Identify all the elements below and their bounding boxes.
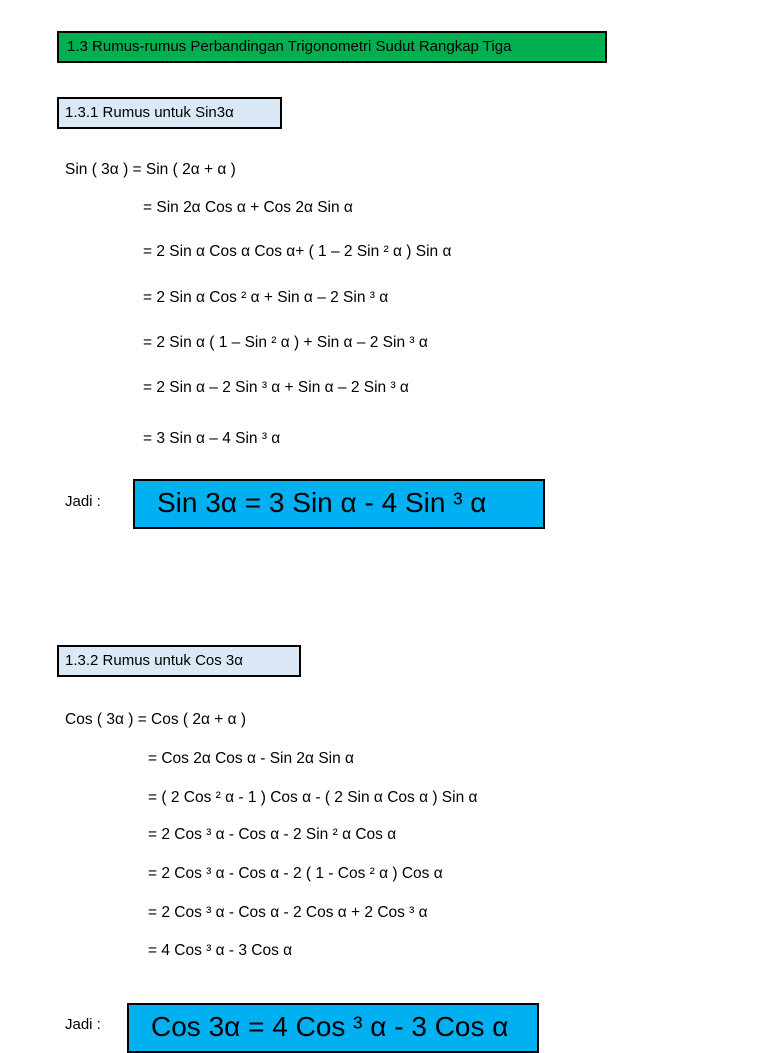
cos-jadi-label: Jadi :: [65, 1016, 101, 1033]
sin-derivation-line-1: Sin ( 3α ) = Sin ( 2α + α ): [65, 161, 236, 178]
cos-derivation-line-3: = ( 2 Cos ² α - 1 ) Cos α - ( 2 Sin α Cos α ) Sin α: [148, 789, 478, 806]
sin-derivation-line-6: = 2 Sin α – 2 Sin ³ α + Sin α – 2 Sin ³ α: [143, 379, 409, 396]
cos-derivation-line-5: = 2 Cos ³ α - Cos α - 2 ( 1 - Cos ² α ) Cos α: [148, 865, 443, 882]
cos-section-heading: 1.3.2 Rumus untuk Cos 3α: [57, 645, 301, 677]
sin-derivation-line-5: = 2 Sin α ( 1 – Sin ² α ) + Sin α – 2 Sin ³ α: [143, 334, 428, 351]
cos-derivation-line-4: = 2 Cos ³ α - Cos α - 2 Sin ² α Cos α: [148, 826, 397, 843]
cos-derivation-line-7: = 4 Cos ³ α - 3 Cos α: [148, 942, 293, 959]
sin-result-box: Sin 3α = 3 Sin α - 4 Sin ³ α: [133, 479, 545, 529]
sin-derivation-line-2: = Sin 2α Cos α + Cos 2α Sin α: [143, 199, 353, 216]
sin-derivation-line-3: = 2 Sin α Cos α Cos α+ ( 1 – 2 Sin ² α ) Sin α: [143, 243, 452, 260]
sin-jadi-label: Jadi :: [65, 493, 101, 510]
section-title: 1.3 Rumus-rumus Perbandingan Trigonometri Sudut Rangkap Tiga: [57, 31, 607, 63]
cos-derivation-line-6: = 2 Cos ³ α - Cos α - 2 Cos α + 2 Cos ³ α: [148, 904, 428, 921]
cos-result-box: Cos 3α = 4 Cos ³ α - 3 Cos α: [127, 1003, 539, 1053]
sin-section-heading: 1.3.1 Rumus untuk Sin3α: [57, 97, 282, 129]
cos-derivation-line-1: Cos ( 3α ) = Cos ( 2α + α ): [65, 711, 247, 728]
sin-derivation-line-7: = 3 Sin α – 4 Sin ³ α: [143, 430, 281, 447]
cos-derivation-line-2: = Cos 2α Cos α - Sin 2α Sin α: [148, 750, 354, 767]
sin-derivation-line-4: = 2 Sin α Cos ² α + Sin α – 2 Sin ³ α: [143, 289, 389, 306]
